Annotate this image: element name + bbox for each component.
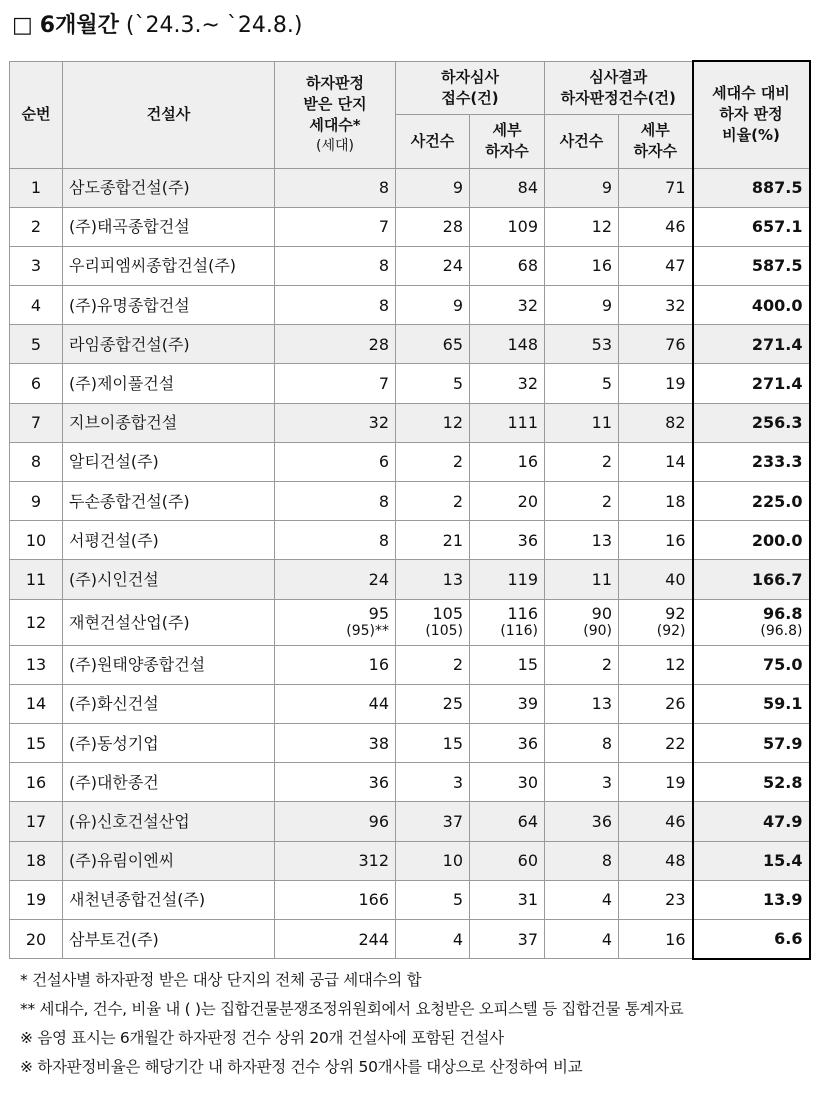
table-row bbox=[10, 403, 810, 442]
receipt-cases: 21 bbox=[396, 521, 470, 560]
receipt-detail: 84 bbox=[470, 168, 545, 207]
company-name: 지브이종합건설 bbox=[63, 403, 275, 442]
defect-ratio: 587.5 bbox=[693, 246, 810, 285]
receipt-detail: 64 bbox=[470, 802, 545, 841]
company-name: (주)유명종합건설 bbox=[63, 286, 275, 325]
unit-count: 8 bbox=[275, 286, 396, 325]
receipt-detail: 60 bbox=[470, 841, 545, 880]
result-cases: 5 bbox=[545, 364, 619, 403]
company-name: 새천년종합건설(주) bbox=[63, 880, 275, 919]
result-detail: 47 bbox=[619, 246, 693, 285]
table-row bbox=[10, 723, 810, 762]
defect-ratio: 47.9 bbox=[693, 802, 810, 841]
header-units: 하자판정 받은 단지 세대수* (세대) bbox=[275, 61, 396, 168]
unit-count: 8 bbox=[275, 168, 396, 207]
receipt-cases: 24 bbox=[396, 246, 470, 285]
company-name: 두손종합건설(주) bbox=[63, 482, 275, 521]
defect-ratio: 75.0 bbox=[693, 645, 810, 684]
result-cases: 11 bbox=[545, 403, 619, 442]
unit-count: 8 bbox=[275, 482, 396, 521]
result-cases: 11 bbox=[545, 560, 619, 599]
header-receipt: 하자심사 접수(건) bbox=[396, 61, 545, 114]
row-number: 20 bbox=[10, 919, 63, 959]
unit-count: 36 bbox=[275, 763, 396, 802]
checkbox-icon: □ bbox=[12, 13, 33, 38]
receipt-detail: 37 bbox=[470, 919, 545, 959]
unit-count: 8 bbox=[275, 246, 396, 285]
result-detail: 46 bbox=[619, 802, 693, 841]
receipt-cases: 105 (105) bbox=[396, 599, 470, 645]
result-cases: 12 bbox=[545, 207, 619, 246]
unit-count: 166 bbox=[275, 880, 396, 919]
table-row bbox=[10, 207, 810, 246]
header-receipt-detail: 세부 하자수 bbox=[470, 114, 545, 168]
result-detail: 82 bbox=[619, 403, 693, 442]
result-detail: 14 bbox=[619, 442, 693, 481]
result-detail: 40 bbox=[619, 560, 693, 599]
page-title bbox=[12, 12, 302, 40]
header-ratio: 세대수 대비 하자 판정 비율(%) bbox=[693, 61, 810, 168]
footnote: ※ 음영 표시는 6개월간 하자판정 건수 상위 20개 건설사에 포함된 건설사 bbox=[20, 1029, 504, 1047]
company-name: 재현건설산업(주) bbox=[63, 599, 275, 645]
company-name: 라임종합건설(주) bbox=[63, 325, 275, 364]
defect-ratio: 233.3 bbox=[693, 442, 810, 481]
row-number: 13 bbox=[10, 645, 63, 684]
defect-table bbox=[9, 60, 811, 960]
table-row bbox=[10, 763, 810, 802]
unit-count: 244 bbox=[275, 919, 396, 959]
table-row bbox=[10, 364, 810, 403]
defect-ratio: 13.9 bbox=[693, 880, 810, 919]
receipt-cases: 2 bbox=[396, 482, 470, 521]
receipt-cases: 5 bbox=[396, 364, 470, 403]
row-number: 10 bbox=[10, 521, 63, 560]
company-name: 알티건설(주) bbox=[63, 442, 275, 481]
receipt-cases: 4 bbox=[396, 919, 470, 959]
company-name: (주)유림이엔씨 bbox=[63, 841, 275, 880]
result-cases: 13 bbox=[545, 521, 619, 560]
receipt-cases: 2 bbox=[396, 645, 470, 684]
result-cases: 4 bbox=[545, 880, 619, 919]
unit-count: 8 bbox=[275, 521, 396, 560]
result-cases: 9 bbox=[545, 168, 619, 207]
result-detail: 48 bbox=[619, 841, 693, 880]
defect-ratio: 57.9 bbox=[693, 723, 810, 762]
receipt-detail: 32 bbox=[470, 364, 545, 403]
row-number: 17 bbox=[10, 802, 63, 841]
company-name: 삼도종합건설(주) bbox=[63, 168, 275, 207]
row-number: 8 bbox=[10, 442, 63, 481]
result-cases: 9 bbox=[545, 286, 619, 325]
receipt-detail: 36 bbox=[470, 521, 545, 560]
receipt-detail: 148 bbox=[470, 325, 545, 364]
company-name: (주)화신건설 bbox=[63, 684, 275, 723]
company-name: (주)원태양종합건설 bbox=[63, 645, 275, 684]
table-row bbox=[10, 325, 810, 364]
receipt-detail: 30 bbox=[470, 763, 545, 802]
table-row bbox=[10, 442, 810, 481]
result-detail: 19 bbox=[619, 763, 693, 802]
result-cases: 53 bbox=[545, 325, 619, 364]
receipt-detail: 16 bbox=[470, 442, 545, 481]
header-company: 건설사 bbox=[63, 61, 275, 168]
receipt-cases: 65 bbox=[396, 325, 470, 364]
result-cases: 90 (90) bbox=[545, 599, 619, 645]
defect-ratio: 6.6 bbox=[693, 919, 810, 959]
receipt-cases: 3 bbox=[396, 763, 470, 802]
company-name: (주)시인건설 bbox=[63, 560, 275, 599]
defect-ratio: 225.0 bbox=[693, 482, 810, 521]
receipt-detail: 119 bbox=[470, 560, 545, 599]
table-row bbox=[10, 560, 810, 599]
receipt-cases: 25 bbox=[396, 684, 470, 723]
unit-count: 96 bbox=[275, 802, 396, 841]
company-name: (주)태곡종합건설 bbox=[63, 207, 275, 246]
unit-count: 24 bbox=[275, 560, 396, 599]
row-number: 4 bbox=[10, 286, 63, 325]
result-cases: 3 bbox=[545, 763, 619, 802]
receipt-cases: 15 bbox=[396, 723, 470, 762]
title-period: (`24.3.~ `24.8.) bbox=[125, 13, 303, 38]
header-result: 심사결과 하자판정건수(건) bbox=[545, 61, 693, 114]
defect-ratio: 271.4 bbox=[693, 364, 810, 403]
defect-ratio: 256.3 bbox=[693, 403, 810, 442]
table-row bbox=[10, 246, 810, 285]
result-detail: 92 (92) bbox=[619, 599, 693, 645]
unit-count: 95 (95)** bbox=[275, 599, 396, 645]
defect-ratio: 52.8 bbox=[693, 763, 810, 802]
result-detail: 71 bbox=[619, 168, 693, 207]
result-detail: 26 bbox=[619, 684, 693, 723]
receipt-detail: 39 bbox=[470, 684, 545, 723]
header-result-cases: 사건수 bbox=[545, 114, 619, 168]
defect-ratio: 657.1 bbox=[693, 207, 810, 246]
result-detail: 46 bbox=[619, 207, 693, 246]
row-number: 5 bbox=[10, 325, 63, 364]
receipt-cases: 12 bbox=[396, 403, 470, 442]
receipt-cases: 2 bbox=[396, 442, 470, 481]
row-number: 19 bbox=[10, 880, 63, 919]
row-number: 2 bbox=[10, 207, 63, 246]
row-number: 1 bbox=[10, 168, 63, 207]
result-cases: 2 bbox=[545, 442, 619, 481]
table-row bbox=[10, 168, 810, 207]
result-detail: 18 bbox=[619, 482, 693, 521]
receipt-detail: 31 bbox=[470, 880, 545, 919]
defect-ratio: 887.5 bbox=[693, 168, 810, 207]
header-no: 순번 bbox=[10, 61, 63, 168]
footnote: ※ 하자판정비율은 해당기간 내 하자판정 건수 상위 50개사를 대상으로 산정하여 비교 bbox=[20, 1058, 583, 1076]
company-name: 삼부토건(주) bbox=[63, 919, 275, 959]
receipt-cases: 28 bbox=[396, 207, 470, 246]
receipt-detail: 111 bbox=[470, 403, 545, 442]
defect-ratio: 15.4 bbox=[693, 841, 810, 880]
title-main: 6개월간 bbox=[39, 13, 119, 38]
result-cases: 4 bbox=[545, 919, 619, 959]
result-cases: 8 bbox=[545, 841, 619, 880]
table-row bbox=[10, 645, 810, 684]
table-row bbox=[10, 684, 810, 723]
receipt-detail: 15 bbox=[470, 645, 545, 684]
receipt-detail: 68 bbox=[470, 246, 545, 285]
result-detail: 32 bbox=[619, 286, 693, 325]
result-cases: 2 bbox=[545, 482, 619, 521]
result-detail: 23 bbox=[619, 880, 693, 919]
receipt-cases: 37 bbox=[396, 802, 470, 841]
footnotes bbox=[20, 966, 815, 1082]
unit-count: 6 bbox=[275, 442, 396, 481]
result-detail: 16 bbox=[619, 521, 693, 560]
result-detail: 12 bbox=[619, 645, 693, 684]
table-row bbox=[10, 841, 810, 880]
unit-count: 7 bbox=[275, 207, 396, 246]
row-number: 12 bbox=[10, 599, 63, 645]
defect-ratio: 59.1 bbox=[693, 684, 810, 723]
result-cases: 8 bbox=[545, 723, 619, 762]
receipt-detail: 109 bbox=[470, 207, 545, 246]
table-row bbox=[10, 286, 810, 325]
header-result-detail: 세부 하자수 bbox=[619, 114, 693, 168]
unit-count: 16 bbox=[275, 645, 396, 684]
result-detail: 76 bbox=[619, 325, 693, 364]
receipt-cases: 10 bbox=[396, 841, 470, 880]
defect-ratio: 400.0 bbox=[693, 286, 810, 325]
receipt-detail: 36 bbox=[470, 723, 545, 762]
result-cases: 13 bbox=[545, 684, 619, 723]
result-cases: 36 bbox=[545, 802, 619, 841]
result-cases: 2 bbox=[545, 645, 619, 684]
result-detail: 19 bbox=[619, 364, 693, 403]
receipt-detail: 116 (116) bbox=[470, 599, 545, 645]
company-name: (유)신호건설산업 bbox=[63, 802, 275, 841]
row-number: 11 bbox=[10, 560, 63, 599]
defect-ratio: 166.7 bbox=[693, 560, 810, 599]
result-detail: 22 bbox=[619, 723, 693, 762]
row-number: 16 bbox=[10, 763, 63, 802]
unit-count: 312 bbox=[275, 841, 396, 880]
row-number: 6 bbox=[10, 364, 63, 403]
row-number: 3 bbox=[10, 246, 63, 285]
footnote: * 건설사별 하자판정 받은 대상 단지의 전체 공급 세대수의 합 bbox=[20, 971, 422, 989]
table-row bbox=[10, 599, 810, 645]
receipt-cases: 13 bbox=[396, 560, 470, 599]
receipt-cases: 5 bbox=[396, 880, 470, 919]
receipt-cases: 9 bbox=[396, 286, 470, 325]
company-name: (주)제이풀건설 bbox=[63, 364, 275, 403]
table-row bbox=[10, 521, 810, 560]
table-row bbox=[10, 880, 810, 919]
footnote: ** 세대수, 건수, 비율 내 ( )는 집합건물분쟁조정위원회에서 요청받은 오피스텔 등 집합건물 통계자료 bbox=[20, 1000, 684, 1018]
table-row bbox=[10, 482, 810, 521]
company-name: (주)동성기업 bbox=[63, 723, 275, 762]
company-name: (주)대한종건 bbox=[63, 763, 275, 802]
company-name: 서평건설(주) bbox=[63, 521, 275, 560]
row-number: 14 bbox=[10, 684, 63, 723]
table-row bbox=[10, 919, 810, 959]
result-detail: 16 bbox=[619, 919, 693, 959]
defect-ratio: 271.4 bbox=[693, 325, 810, 364]
table-row bbox=[10, 802, 810, 841]
company-name: 우리피엠씨종합건설(주) bbox=[63, 246, 275, 285]
unit-count: 7 bbox=[275, 364, 396, 403]
receipt-detail: 20 bbox=[470, 482, 545, 521]
unit-count: 44 bbox=[275, 684, 396, 723]
row-number: 18 bbox=[10, 841, 63, 880]
row-number: 9 bbox=[10, 482, 63, 521]
row-number: 7 bbox=[10, 403, 63, 442]
unit-count: 28 bbox=[275, 325, 396, 364]
defect-ratio: 200.0 bbox=[693, 521, 810, 560]
unit-count: 32 bbox=[275, 403, 396, 442]
defect-ratio: 96.8 (96.8) bbox=[693, 599, 810, 645]
result-cases: 16 bbox=[545, 246, 619, 285]
header-receipt-cases: 사건수 bbox=[396, 114, 470, 168]
receipt-cases: 9 bbox=[396, 168, 470, 207]
receipt-detail: 32 bbox=[470, 286, 545, 325]
unit-count: 38 bbox=[275, 723, 396, 762]
row-number: 15 bbox=[10, 723, 63, 762]
